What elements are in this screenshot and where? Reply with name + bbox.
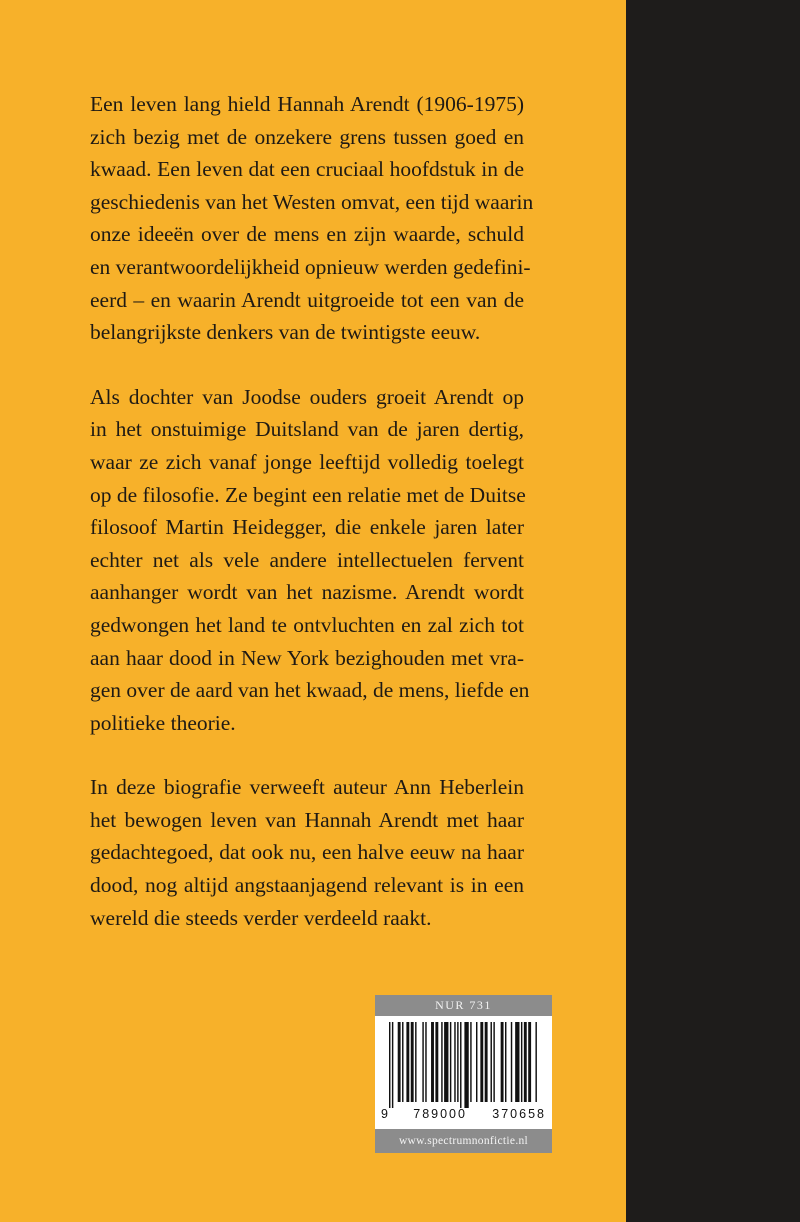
text-line: echter net als vele andere intellectuelen fervent (90, 547, 524, 572)
text-line: gen over de aard van het kwaad, de mens, liefde en (90, 678, 530, 703)
isbn-barcode (375, 1016, 552, 1129)
text-line: aan haar dood in New York bezighouden met vra- (90, 645, 524, 670)
barcode-panel (375, 995, 552, 1153)
text-line: in het onstuimige Duitsland van de jaren dertig, (90, 417, 524, 442)
text-line: geschiedenis van het Westen omvat, een tijd waarin (90, 189, 534, 214)
text-line: kwaad. Een leven dat een cruciaal hoofdstuk in de (90, 157, 524, 182)
barcode-bar (515, 1022, 519, 1102)
barcode-bar (464, 1022, 468, 1108)
barcode-bars (383, 1022, 544, 1108)
barcode-bar (422, 1022, 423, 1102)
barcode-bar (402, 1022, 403, 1102)
text-line: filosoof Martin Heidegger, die enkele jaren later (90, 515, 524, 540)
blurb-paragraph-1 (90, 88, 534, 349)
isbn-digits (381, 1107, 546, 1121)
text-line: zich bezig met de onzekere grens tussen goed en (90, 124, 524, 149)
barcode-bar (524, 1022, 527, 1102)
text-line: gedachtegoed, dat ook nu, een halve eeuw na haar (90, 840, 524, 865)
isbn-digit-group-2: 370658 (492, 1107, 546, 1121)
barcode-bar (528, 1022, 531, 1102)
nur-label: NUR 731 (375, 995, 552, 1016)
blurb-paragraph-2 (90, 381, 530, 740)
barcode-bar (457, 1022, 458, 1102)
text-line: In deze biografie verweeft auteur Ann Heberlein (90, 775, 524, 800)
text-line: politieke theorie. (90, 710, 236, 735)
barcode-bar (450, 1022, 451, 1102)
barcode-bar (493, 1022, 494, 1102)
barcode-bar (535, 1022, 536, 1102)
barcode-bar (435, 1022, 438, 1102)
barcode-bar (485, 1022, 488, 1102)
isbn-digit-group-1: 789000 (413, 1107, 467, 1121)
publisher-website: www.spectrumnonfictie.nl (375, 1129, 552, 1153)
barcode-bar (441, 1022, 442, 1102)
barcode-bar (431, 1022, 434, 1102)
book-spine (626, 0, 800, 1222)
text-line: gedwongen het land te ontvluchten en zal zich tot (90, 612, 524, 637)
barcode-bar (501, 1022, 504, 1102)
barcode-bar (444, 1022, 448, 1102)
text-line: op de filosofie. Ze begint een relatie met de Duitse (90, 482, 526, 507)
barcode-bar (521, 1022, 522, 1102)
text-line: het bewogen leven van Hannah Arendt met haar (90, 807, 524, 832)
barcode-bar (470, 1022, 471, 1102)
isbn-digit-lead: 9 (381, 1107, 388, 1121)
barcode-bar (476, 1022, 477, 1102)
blurb-paragraph-3 (90, 771, 524, 934)
text-line: Als dochter van Joodse ouders groeit Arendt op (90, 384, 524, 409)
text-line: en verantwoordelijkheid opnieuw werden gedefini- (90, 254, 531, 279)
text-line: onze ideeën over de mens en zijn waarde, schuld (90, 222, 524, 247)
barcode-bar (392, 1022, 393, 1108)
barcode-bar (511, 1022, 512, 1102)
barcode-bar (389, 1022, 390, 1108)
barcode-bar (411, 1022, 414, 1102)
barcode-bar (491, 1022, 492, 1102)
text-line: dood, nog altijd angstaanjagend relevant is in een (90, 873, 524, 898)
text-line: aanhanger wordt van het nazisme. Arendt wordt (90, 580, 524, 605)
barcode-bar (505, 1022, 506, 1102)
barcode-bar (425, 1022, 426, 1102)
barcode-bar (480, 1022, 483, 1102)
barcode-bar (398, 1022, 401, 1102)
text-line: Een leven lang hield Hannah Arendt (1906-1975) (90, 92, 524, 116)
text-line: waar ze zich vanaf jonge leeftijd volledig toelegt (90, 449, 524, 474)
text-line: eerd – en waarin Arendt uitgroeide tot een van de (90, 287, 524, 312)
text-line: wereld die steeds verder verdeeld raakt. (90, 905, 432, 930)
barcode-bar (454, 1022, 455, 1102)
barcode-bar (460, 1022, 461, 1108)
barcode-bar (415, 1022, 416, 1102)
barcode-bar (406, 1022, 409, 1102)
blurb-text (90, 88, 534, 966)
text-line: belangrijkste denkers van de twintigste eeuw. (90, 320, 481, 345)
